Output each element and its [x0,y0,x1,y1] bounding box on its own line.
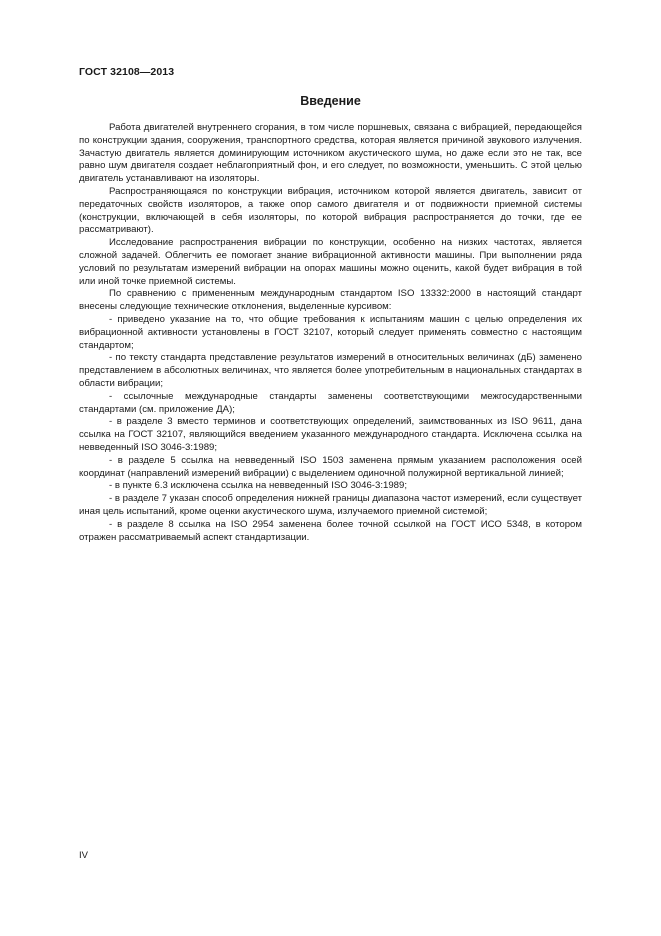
page-number: IV [79,850,88,861]
list-item: - приведено указание на то, что общие требования к испытаниям машин с целью определения их вибрационной активности установлены в ГОСТ 32107, который следует применять совместно с настоящим стандартом; [79,313,582,351]
list-item: - ссылочные международные стандарты заменены соответствующими межгосударственными стандартами (см. приложение ДА); [79,390,582,415]
document-header: ГОСТ 32108—2013 [79,66,175,78]
section-body [79,122,582,544]
list-item: - в разделе 7 указан способ определения нижней границы диапазона частот измерений, если существует иная цель испытаний, кроме оценки акустического шума, излучаемого приемной системой; [79,493,582,517]
section-title: Введение [300,94,361,108]
paragraph: Распространяющаяся по конструкции вибрация, источником которой является двигатель, зависит от передаточных свойств изоляторов, а также опор самого двигателя и от подвижности приемной системы (конструкции, включающей в себя изоляторы, по которой вибрация распространяется до точки, где ее рассматривают). [79,185,582,236]
paragraph: Работа двигателей внутреннего сгорания, в том числе поршневых, связана с вибрацией, передающейся по конструкции здания, сооружения, транспортного средства, которая является причиной звукового излучения. Зачастую двигатель является доминирующим источником акустического шума, но даже если это не так, все равно шум двигателя создает неблагоприятный фон, и его следует, по возможности, уменьшить. С этой целью двигатель устанавливают на изоляторы. [79,122,582,185]
list-item: - в разделе 3 вместо терминов и соответствующих определений, заимствованных из ISO 9611, дана ссылка на ГОСТ 32107, являющийся введением указанного международного стандарта. Исключена ссылка на невведенный ISO 3046-3:1989; [79,416,582,453]
list-item: - в разделе 5 ссылка на невведенный ISO 1503 заменена прямым указанием расположения осей координат (направлений измерений вибрации) с выделением одиночной полужирной вертикальной линией; [79,454,582,479]
paragraph: По сравнению с примененным международным стандартом ISO 13332:2000 в настоящий стандарт внесены следующие технические отклонения, выделенные курсивом: [79,288,582,313]
list-item: - в разделе 8 ссылка на ISO 2954 заменена более точной ссылкой на ГОСТ ИСО 5348, в котором отражен рассматриваемый аспект стандартизации. [79,518,582,543]
list-item: - в пункте 6.3 исключена ссылка на невведенный ISO 3046-3:1989; [109,480,408,492]
list-item: - по тексту стандарта представление результатов измерений в относительных величинах (дБ) заменено представлением в абсолютных величинах, что является более употребительным в национальных стандартах в области вибрации; [79,352,582,389]
paragraph: Исследование распространения вибрации по конструкции, особенно на низких частотах, является сложной задачей. Облегчить ее помогает знание вибрационной активности машины. При выполнении ряда условий по результатам измерений вибрации на опорах машины можно оценить, какой будет вибрация в той или иной точке приемной системы. [79,237,582,287]
